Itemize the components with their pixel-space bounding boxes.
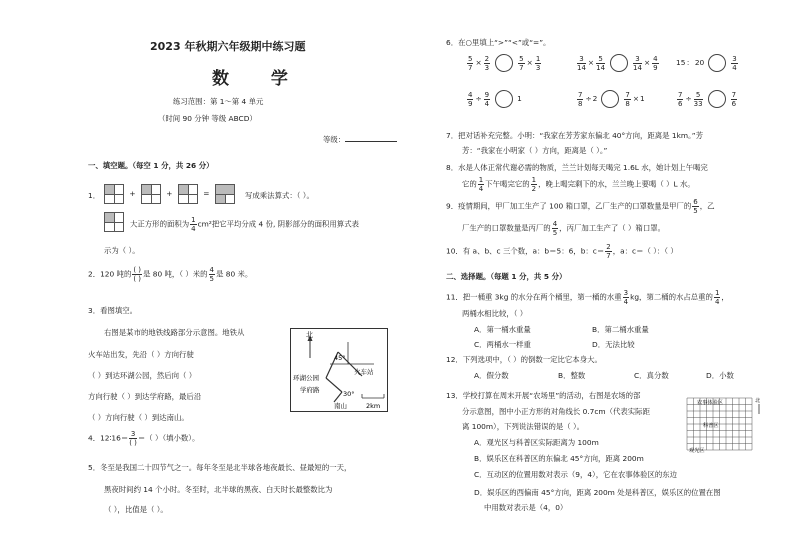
compare-circle[interactable]: [708, 90, 726, 108]
q6-item: $\frac{7}{8}$ ÷2 $\frac{7}{8}$ ×1: [578, 90, 645, 108]
q10-text-a: 10．有 a、b、c 三个数，a：b＝5：6，b：c＝: [446, 246, 605, 256]
q6-item: $\frac{4}{9}$ ÷ $\frac{9}{4}$ 1: [468, 90, 522, 108]
grid-square-3: [178, 184, 198, 204]
q11-option-a[interactable]: A．第一桶水重量: [474, 325, 531, 334]
grade-blank[interactable]: [345, 141, 397, 142]
q9-line2: [462, 220, 665, 237]
map-station: 火车站: [354, 368, 374, 376]
q13-option-d[interactable]: D．娱乐区的西偏南 45°方向，距离 200m 处是科普区，娱乐区的位置在图: [474, 488, 721, 497]
farm-label-science: 科普区: [703, 423, 719, 429]
q6-comparisons: [466, 52, 766, 122]
map-road: 学府路: [300, 386, 320, 394]
q1-frac-unit: cm²: [197, 219, 212, 229]
farm-label-view: 观光区: [689, 448, 705, 454]
q2: [88, 266, 252, 283]
q11-line2: 两桶水相比较，（ ）: [462, 309, 528, 318]
q2-frac2-den: 5: [209, 275, 214, 283]
grid-square-big: [104, 212, 124, 232]
q2-text-b: 是 80 吨，（ ）米的: [143, 269, 208, 279]
q12-option-c[interactable]: C．真分数: [634, 371, 669, 380]
time-grade: （时间 90 分钟 等级 ABCD）: [158, 114, 257, 123]
q4-fraction[interactable]: [129, 430, 137, 447]
q3-line2: 火车站出发，先沿（ ）方向行驶: [88, 350, 194, 359]
q1-frac-num: 1: [191, 216, 196, 224]
q1-frac-den: 4: [191, 225, 196, 233]
farm-grid: [683, 394, 765, 456]
q7-line2: 芳：“我家在小明家（ ）方向，距离是（ ）。”: [462, 146, 608, 155]
grid-square-1: [104, 184, 124, 204]
q8-text-a: 它的: [462, 179, 477, 189]
q6-item: $\frac{5}{7}$ × $\frac{2}{3}$ $\frac{5}{7}$ × $\frac{1}{3}$: [468, 54, 541, 72]
grid-square-4: [215, 184, 235, 204]
q8-frac2-den: 2: [531, 185, 537, 193]
q12-option-b[interactable]: B．整数: [558, 371, 586, 380]
q11-text-a: 11．把一桶重 3kg 的水分在两个桶里，第一桶的水重: [446, 292, 622, 302]
q9-frac2: [552, 220, 558, 237]
q2-frac2-num: 4: [209, 266, 214, 274]
q1-line3: 示为（ ）。: [104, 246, 140, 255]
q8-line1: 8．水是人体正常代谢必需的物质，兰兰计划每天喝完 1.6L 水，她计划上午喝完: [446, 163, 708, 172]
q2-frac-num: ( ): [133, 266, 142, 274]
q6-heading: 6．在○里填上“>”“<”或“=”。: [446, 38, 551, 47]
farm-label-experience: 农事体验区: [697, 400, 723, 406]
q12-option-a[interactable]: A．假分数: [474, 371, 509, 380]
q13-line3: 离 100m），下列说法错误的是（ ）。: [462, 422, 585, 431]
compare-circle[interactable]: [495, 54, 513, 72]
q11-line1: [446, 289, 729, 306]
q9-text-a: 9．疫情期间，甲厂加工生产了 100 箱口罩，乙厂生产的口罩数量是甲厂的: [446, 201, 692, 211]
map-south-mountain: 南山: [334, 402, 347, 410]
q2-frac-den: ( ): [133, 275, 142, 283]
q1-line2b-text: 把它平均分成 4 份, 阴影部分的面积用算式表: [211, 219, 359, 229]
q11-text-c: ，: [721, 292, 729, 302]
section-choice: 二、选择题。（每题 1 分，共 5 分）: [446, 272, 567, 281]
q3-heading: 3．看图填空。: [88, 306, 138, 315]
map-angle-45: 45°: [334, 354, 346, 362]
q9-text-b: ，乙: [699, 201, 715, 211]
q11-frac1-num: 3: [623, 289, 629, 297]
page-title: 2023 年秋期六年级期中练习题: [150, 40, 306, 53]
q5-line1: 5．冬至是我国二十四节气之一。每年冬至是北半球各地夜最长、昼最短的一天，: [88, 463, 352, 472]
q6-item: $\frac{3}{14}$ × $\frac{5}{14}$ $\frac{3}{14}$ × $\frac{4}{9}$: [577, 54, 658, 72]
subway-map: [290, 328, 388, 412]
q13-option-b[interactable]: B．娱乐区在科普区的东偏北 45°方向，距离 200m: [474, 454, 644, 463]
q13-line1: 13．学校打算在周末开展“农场里”的活动，右图是农场的部: [446, 391, 641, 400]
q7-line1: 7．把对话补充完整。小明：“我家在芳芳家东偏北 40°方向，距离是 1km。”芳: [446, 131, 703, 140]
q4: [88, 430, 199, 447]
q1-line2-text: 大正方形的面积为: [130, 219, 190, 229]
q1-squares: + + =: [104, 184, 235, 204]
map-angle-30: 30°: [343, 390, 355, 398]
q3-line3: （ ）到达环湖公园，然后向（ ）: [88, 371, 197, 380]
map-park: 环湖公园: [293, 374, 319, 382]
q11-option-b[interactable]: B．第二桶水重量: [592, 325, 649, 334]
compare-circle[interactable]: [495, 90, 513, 108]
compare-circle[interactable]: [601, 90, 619, 108]
q8-frac1: [478, 176, 484, 193]
q10-frac-den: 7: [606, 252, 611, 260]
q11-frac2: [714, 289, 720, 306]
q8-frac1-den: 4: [478, 185, 484, 193]
q10-frac-num: 2: [606, 243, 611, 251]
q10-frac: [605, 243, 611, 260]
q11-frac1: [623, 289, 629, 306]
q8-frac2: [531, 176, 537, 193]
q10: [446, 243, 678, 260]
q5-line2: 黑夜时间约 14 个小时。冬至时，北半球的黑夜、白天时长最整数比为: [104, 485, 333, 494]
grade-label-text: 等级：: [323, 135, 346, 144]
q11-frac2-num: 1: [714, 289, 720, 297]
q9-frac1-den: 5: [693, 207, 698, 215]
q3-line5: （ ）方向行驶（ ）到达南山。: [88, 413, 189, 422]
q3-line1: 右图是某市的地铁线路部分示意图。地铁从: [104, 328, 245, 337]
q8-text-b: 下午喝完它的: [485, 179, 530, 189]
q2-fraction2: [209, 266, 215, 283]
q9-text-d: ，丙厂加工生产了（ ）箱口罩。: [559, 223, 665, 233]
subject-title: 数 学: [212, 69, 306, 89]
q8-frac1-num: 1: [478, 176, 484, 184]
q9-line1: [446, 198, 715, 215]
q4-frac-num: 3: [130, 430, 136, 438]
q2-fraction-blank[interactable]: [132, 266, 142, 283]
q13-option-a[interactable]: A．观光区与科普区实际距离为 100m: [474, 438, 599, 447]
q8-line2: [462, 176, 695, 193]
grid-square-2: [141, 184, 161, 204]
compare-circle[interactable]: [708, 54, 726, 72]
q12-option-d[interactable]: D．小数: [706, 371, 734, 380]
q11-option-c[interactable]: C．两桶水一样重: [474, 340, 531, 349]
q8-text-c: ，晚上喝完剩下的水，兰兰晚上要喝（ ）L 水。: [538, 179, 695, 189]
q8-frac2-num: 1: [531, 176, 537, 184]
q2-text-a: 2．120 吨的: [88, 269, 132, 279]
section-fill-in: 一、填空题。（每空 1 分，共 26 分）: [88, 161, 214, 170]
q13-option-d-cont: 中用数对表示是（4，0）: [484, 503, 568, 512]
q4-text-a: 4．12∶16＝: [88, 433, 129, 443]
q1-number: 1．: [88, 191, 101, 200]
q13-line2: 分示意图，图中小正方形的对角线长 0.7cm（代表实际距: [462, 407, 650, 416]
q2-text-c: 是 80 米。: [216, 269, 253, 279]
q6-item: $\frac{7}{6}$ ÷ $\frac{5}{33}$ $\frac{7}{6}$: [678, 90, 737, 108]
q4-text-b: ＝（ ）（填小数）。: [137, 433, 200, 443]
compare-circle[interactable]: [610, 54, 628, 72]
q6-item: 15：20 $\frac{3}{4}$: [676, 54, 737, 72]
q1-line2: [130, 216, 359, 233]
q9-text-c: 厂生产的口罩数量是丙厂的: [462, 223, 551, 233]
map-scale: 2km: [366, 402, 381, 410]
practice-range: 练习范围：第 1～第 4 单元: [173, 97, 264, 106]
q5-line3: （ ），比值是（ ）。: [104, 505, 168, 514]
q11-frac1-den: 4: [623, 298, 629, 306]
map-north: 北: [306, 331, 313, 339]
q1-text: 写成乘法算式：（ ）。: [245, 191, 314, 200]
grade-label: [323, 134, 397, 145]
q11-frac2-den: 4: [714, 298, 720, 306]
q1-big-square: [104, 212, 124, 232]
farm-north: 北: [755, 398, 761, 404]
q13-option-c[interactable]: C．互动区的位置用数对表示（9，4），它在农事体验区的东边: [474, 470, 678, 479]
q11-text-b: kg，第二桶的水占总重的: [630, 292, 713, 302]
q4-frac-den: ( ): [129, 439, 137, 447]
q11-option-d[interactable]: D．无法比较: [592, 340, 635, 349]
q12: 12．下列选项中，（ ）的倒数一定比它本身大。: [446, 355, 602, 364]
q9-frac1-num: 6: [693, 198, 698, 206]
q10-text-b: ，a：c＝（ ）：（ ）: [612, 246, 678, 256]
q3-line4: 方向行驶（ ）到达学府路，最后沿: [88, 392, 202, 401]
q9-frac2-num: 4: [552, 220, 558, 228]
q9-frac2-den: 5: [552, 229, 558, 237]
q1-fraction: [190, 216, 196, 233]
q9-frac1: [692, 198, 698, 215]
